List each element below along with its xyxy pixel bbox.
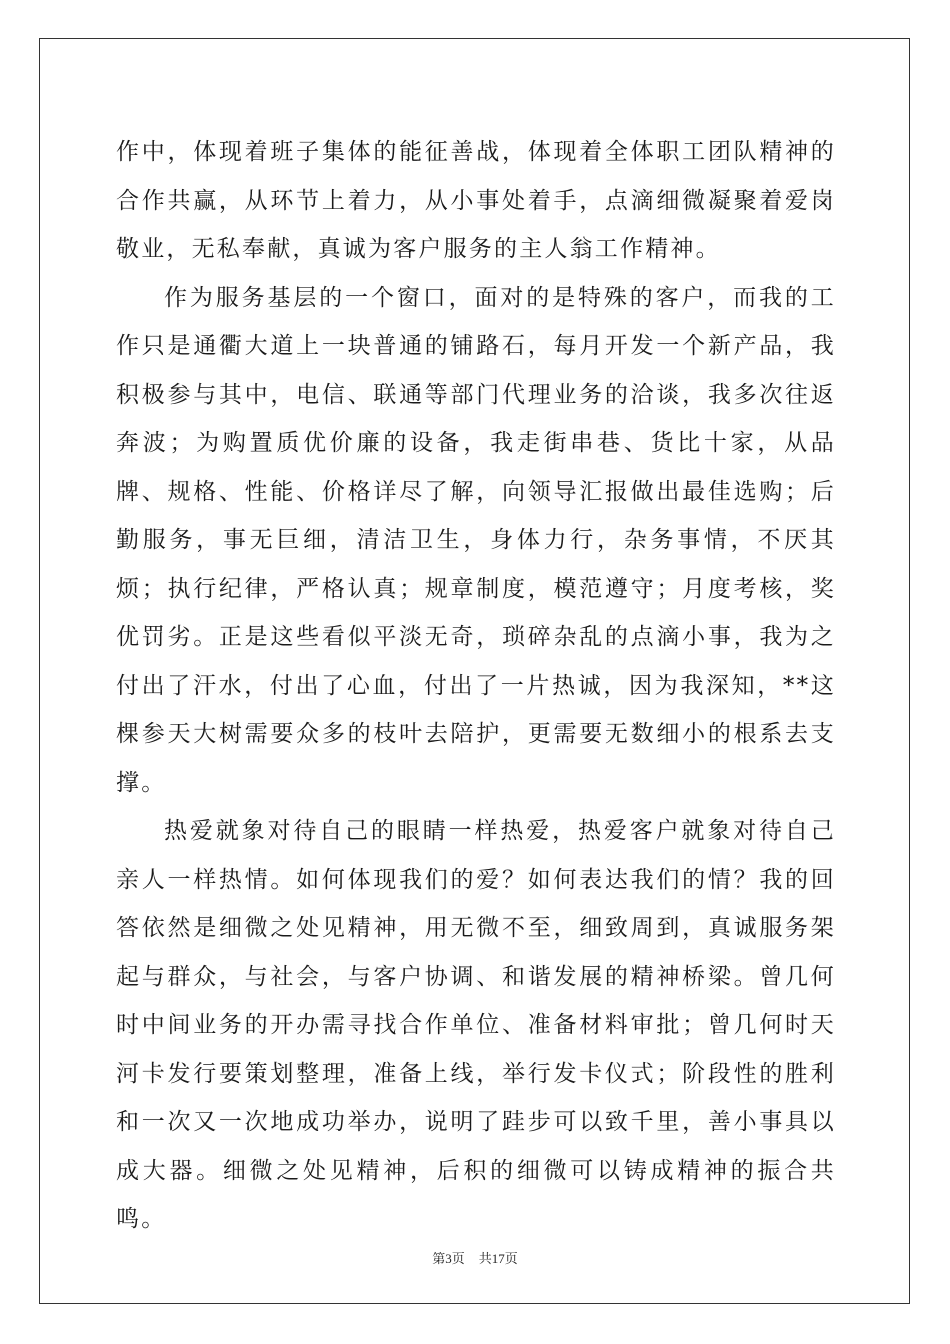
paragraph-1: 作中，体现着班子集体的能征善战，体现着全体职工团队精神的合作共赢，从环节上着力，从小事处着手，点滴细微凝聚着爱岗敬业，无私奉献，真诚为客户服务的主人翁工作精神。 [116,139,836,262]
paragraph-2: 作为服务基层的一个窗口，面对的是特殊的客户，而我的工作只是通衢大道上一块普通的铺路石，每月开发一个新产品，我积极参与其中，电信、联通等部门代理业务的洽谈，我多次往返奔波；为购置质优价廉的设备，我走街串巷、货比十家，从品牌、规格、性能、价格详尽了解，向领导汇报做出最佳选购；后勤服务，事无巨细，清洁卫生，身体力行，杂务事情，不厌其烦；执行纪律，严格认真；规章制度，模范遵守；月度考核，奖优罚劣。正是这些看似平淡无奇，琐碎杂乱的点滴小事，我为之付出了汗水，付出了心血，付出了一片热诚，因为我深知，**这棵参天大树需要众多的枝叶去陪护，更需要无数细小的根系去支撑。 [116,284,836,796]
page-total: 共17页 [478,1251,518,1266]
document-body [116,128,836,1244]
page-number: 第3页 [432,1251,465,1266]
paragraph-3: 热爱就象对待自己的眼睛一样热爱，热爱客户就象对待自己亲人一样热情。如何体现我们的爱？如何表达我们的情？我的回答依然是细微之处见精神，用无微不至，细致周到，真诚服务架起与群众，与社会，与客户协调、和谐发展的精神桥梁。曾几何时中间业务的开办需寻找合作单位、准备材料审批；曾几何时天河卡发行要策划整理，准备上线，举行发卡仪式；阶段性的胜利和一次又一次地成功举办，说明了跬步可以致千里，善小事具以成大器。细微之处见精神，后积的细微可以铸成精神的振合共鸣。 [116,818,836,1232]
page-footer [0,1248,950,1267]
